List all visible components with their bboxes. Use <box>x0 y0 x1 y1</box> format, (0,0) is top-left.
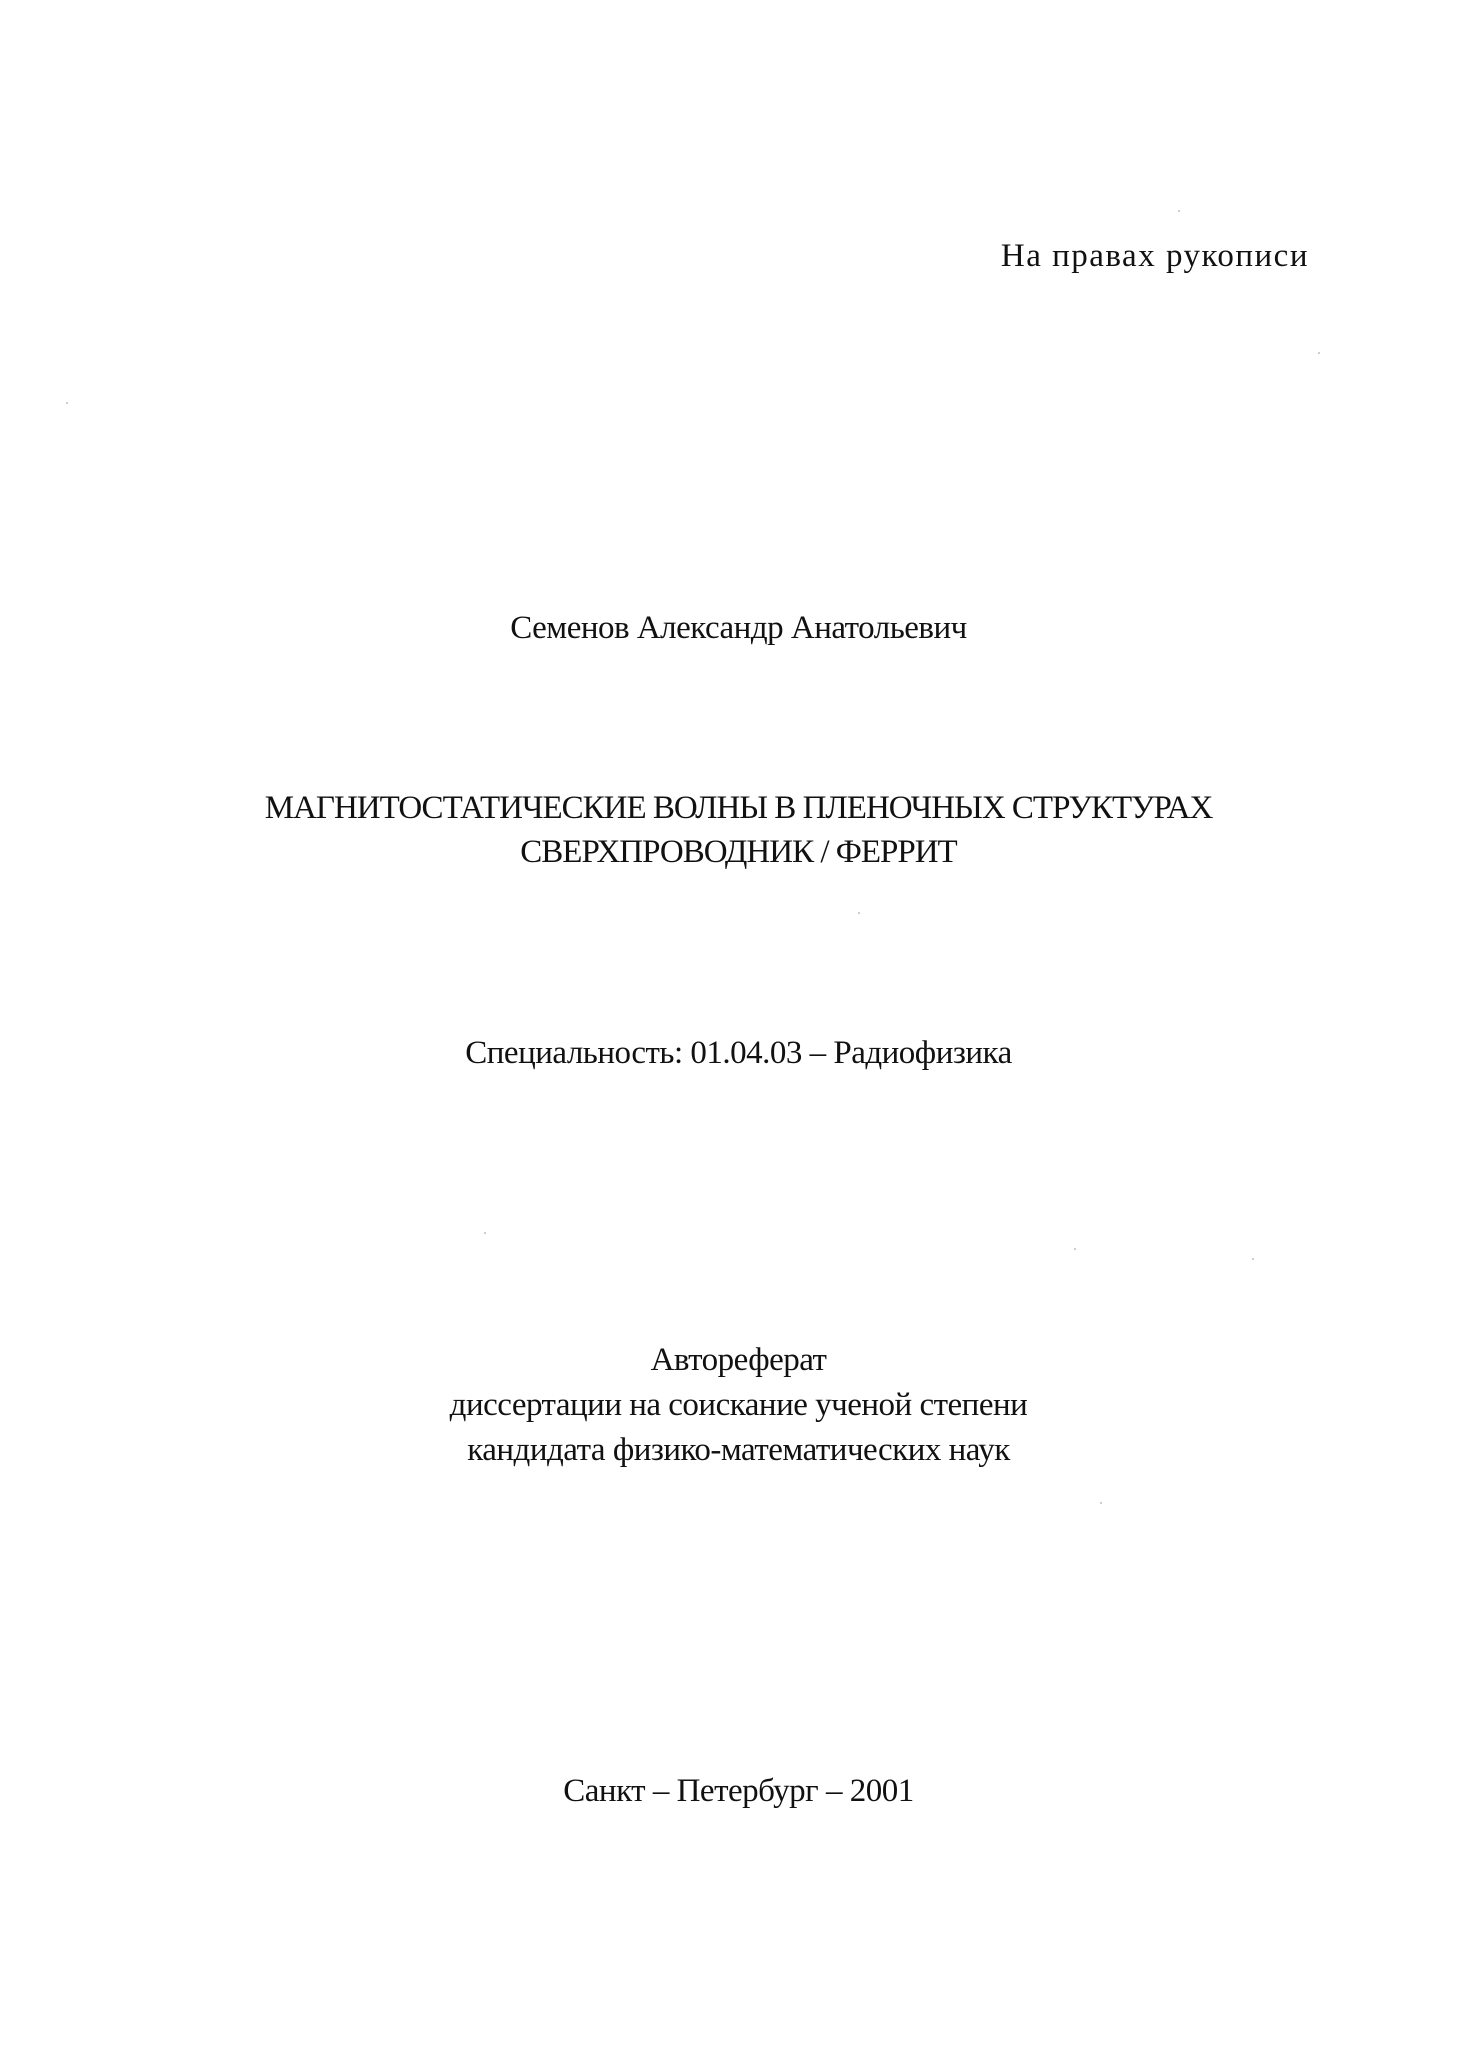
abstract-line-1: Автореферат <box>650 1342 827 1378</box>
author-name: Семенов Александр Анатольевич <box>510 610 967 646</box>
scan-speck <box>1100 1502 1102 1504</box>
scan-speck <box>858 912 860 914</box>
abstract-line-3: кандидата физико-математических наук <box>467 1432 1010 1468</box>
manuscript-rights-note: На правах рукописи <box>1000 238 1309 274</box>
dissertation-title <box>0 786 1477 874</box>
scan-speck <box>1178 210 1180 212</box>
scan-speck <box>1074 1248 1076 1250</box>
title-line-1: МАГНИТОСТАТИЧЕСКИЕ ВОЛНЫ В ПЛЕНОЧНЫХ СТРУКТУРАХ <box>264 790 1213 826</box>
scan-speck <box>1252 1258 1254 1260</box>
title-line-2: СВЕРХПРОВОДНИК / ФЕРРИТ <box>520 834 957 870</box>
scan-speck <box>66 402 68 404</box>
scan-speck <box>1318 352 1320 354</box>
place-and-year: Санкт – Петербург – 2001 <box>563 1773 914 1809</box>
specialty-line: Специальность: 01.04.03 – Радиофизика <box>465 1035 1012 1071</box>
scan-speck <box>484 1232 486 1234</box>
abstract-line-2: диссертации на соискание ученой степени <box>449 1387 1028 1423</box>
abstract-description <box>0 1338 1477 1473</box>
